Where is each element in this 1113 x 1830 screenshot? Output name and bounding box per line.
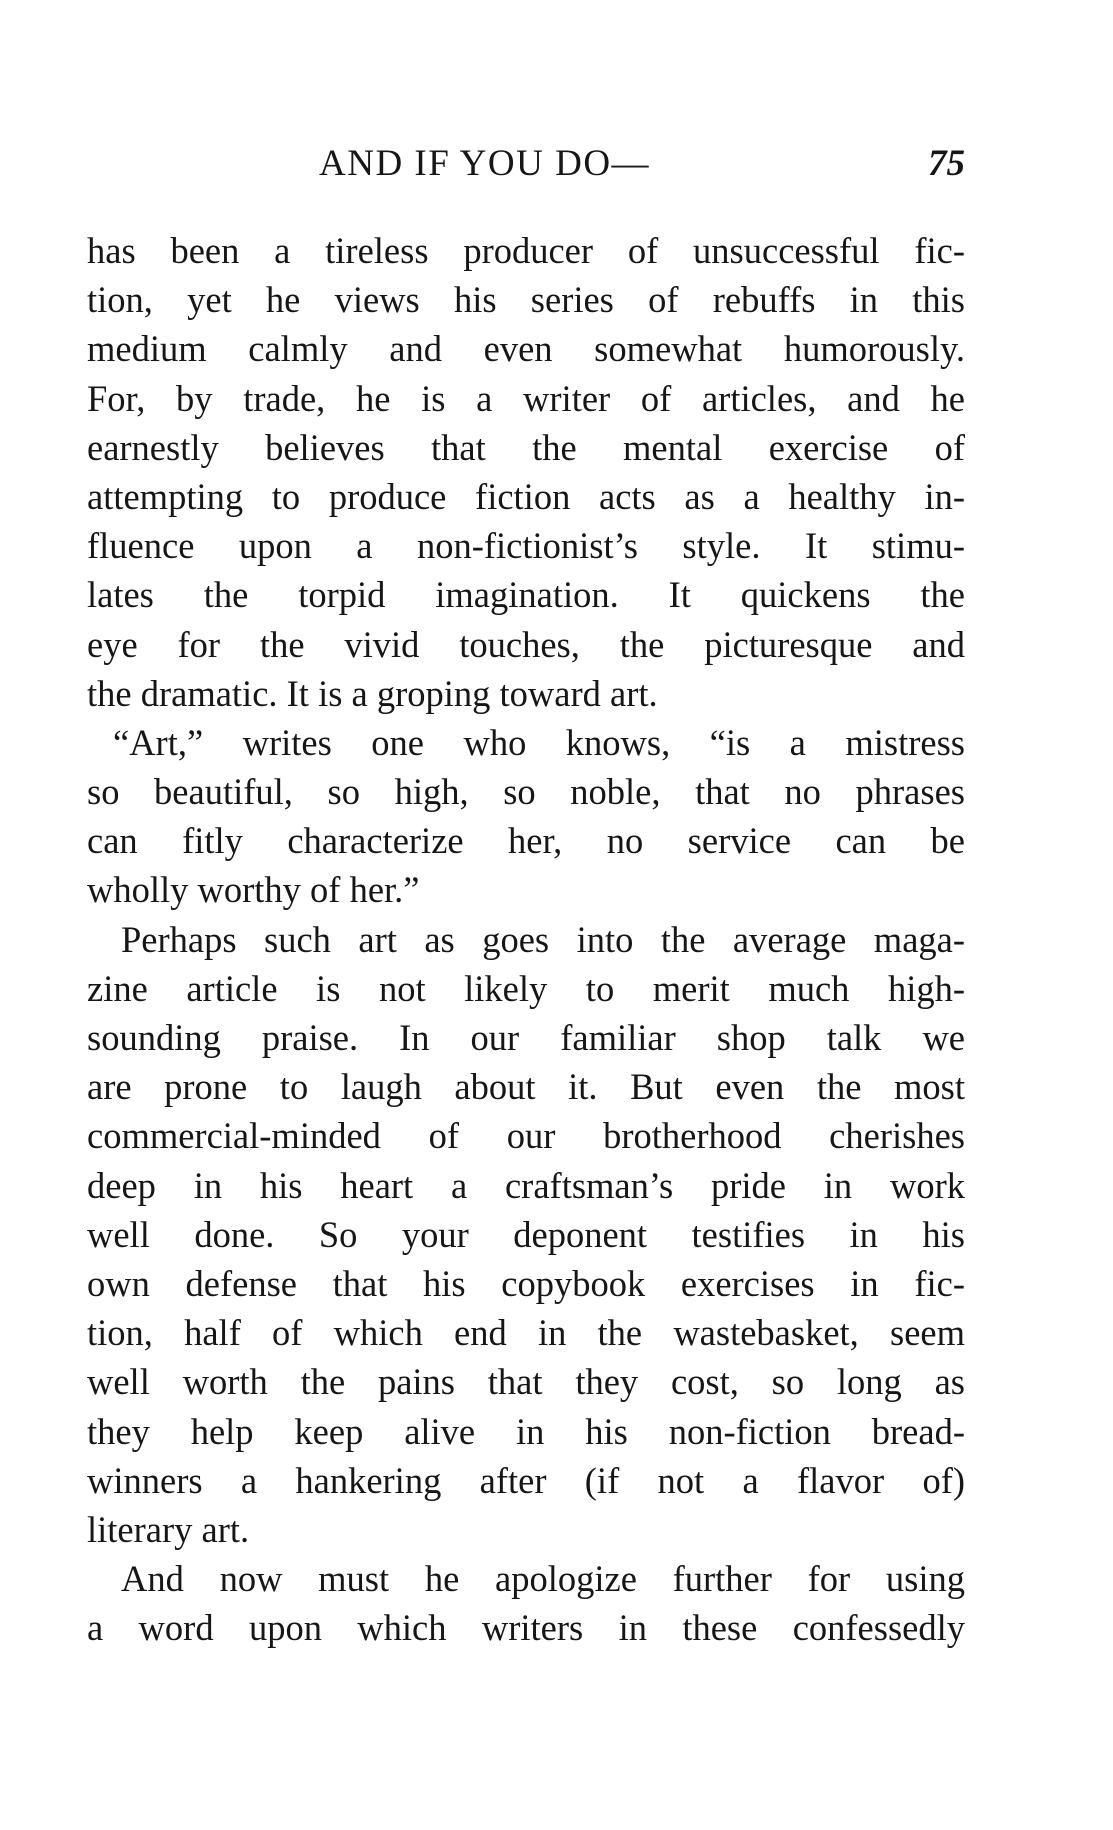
- text-line: “Art,” writes one who knows, “is a mistress: [113, 721, 965, 763]
- text-line: earnestly believes that the mental exercise of: [87, 426, 965, 468]
- text-line: tion, half of which end in the wastebasket, seem: [87, 1312, 965, 1354]
- text-line: commercial-minded of our brotherhood cherishes: [87, 1115, 965, 1157]
- text-line: they help keep alive in his non-fiction bread-: [87, 1410, 965, 1452]
- text-line: has been a tireless producer of unsuccessful fic-: [87, 230, 965, 271]
- text-line: fluence upon a non-fictionist’s style. It stimu-: [87, 525, 965, 567]
- text-line: well done. So your deponent testifies in his: [87, 1213, 965, 1255]
- running-title: AND IF YOU DO—: [319, 143, 651, 184]
- text-line: literary art.: [87, 1508, 250, 1550]
- text-line: zine article is not likely to merit much high-: [87, 967, 965, 1009]
- text-line: For, by trade, he is a writer of articles, and he: [87, 377, 965, 419]
- text-line: tion, yet he views his series of rebuffs in this: [87, 279, 965, 321]
- text-line: so beautiful, so high, so noble, that no phrases: [87, 771, 965, 813]
- text-line: a word upon which writers in these confessedly: [87, 1607, 965, 1649]
- text-line: can fitly characterize her, no service can be: [87, 820, 965, 862]
- text-line: medium calmly and even somewhat humorously.: [87, 328, 965, 370]
- text-line: attempting to produce fiction acts as a healthy in-: [87, 475, 965, 517]
- text-line: are prone to laugh about it. But even the most: [87, 1066, 965, 1108]
- text-line: wholly worthy of her.”: [87, 869, 420, 911]
- text-line: well worth the pains that they cost, so long as: [87, 1361, 965, 1403]
- text-line: sounding praise. In our familiar shop talk we: [87, 1017, 965, 1058]
- text-line: Perhaps such art as goes into the average maga-: [121, 918, 965, 960]
- text-line: And now must he apologize further for using: [121, 1558, 965, 1600]
- page-number: 75: [928, 143, 965, 184]
- running-head: [87, 142, 965, 192]
- text-line: winners a hankering after (if not a flavor of): [87, 1459, 965, 1501]
- body-text: [87, 226, 965, 1652]
- text-line: deep in his heart a craftsman’s pride in work: [87, 1164, 965, 1206]
- text-line: lates the torpid imagination. It quickens the: [87, 574, 965, 616]
- text-line: the dramatic. It is a groping toward art.: [87, 672, 658, 714]
- text-line: eye for the vivid touches, the picturesque and: [87, 623, 965, 665]
- text-line: own defense that his copybook exercises in fic-: [87, 1262, 965, 1304]
